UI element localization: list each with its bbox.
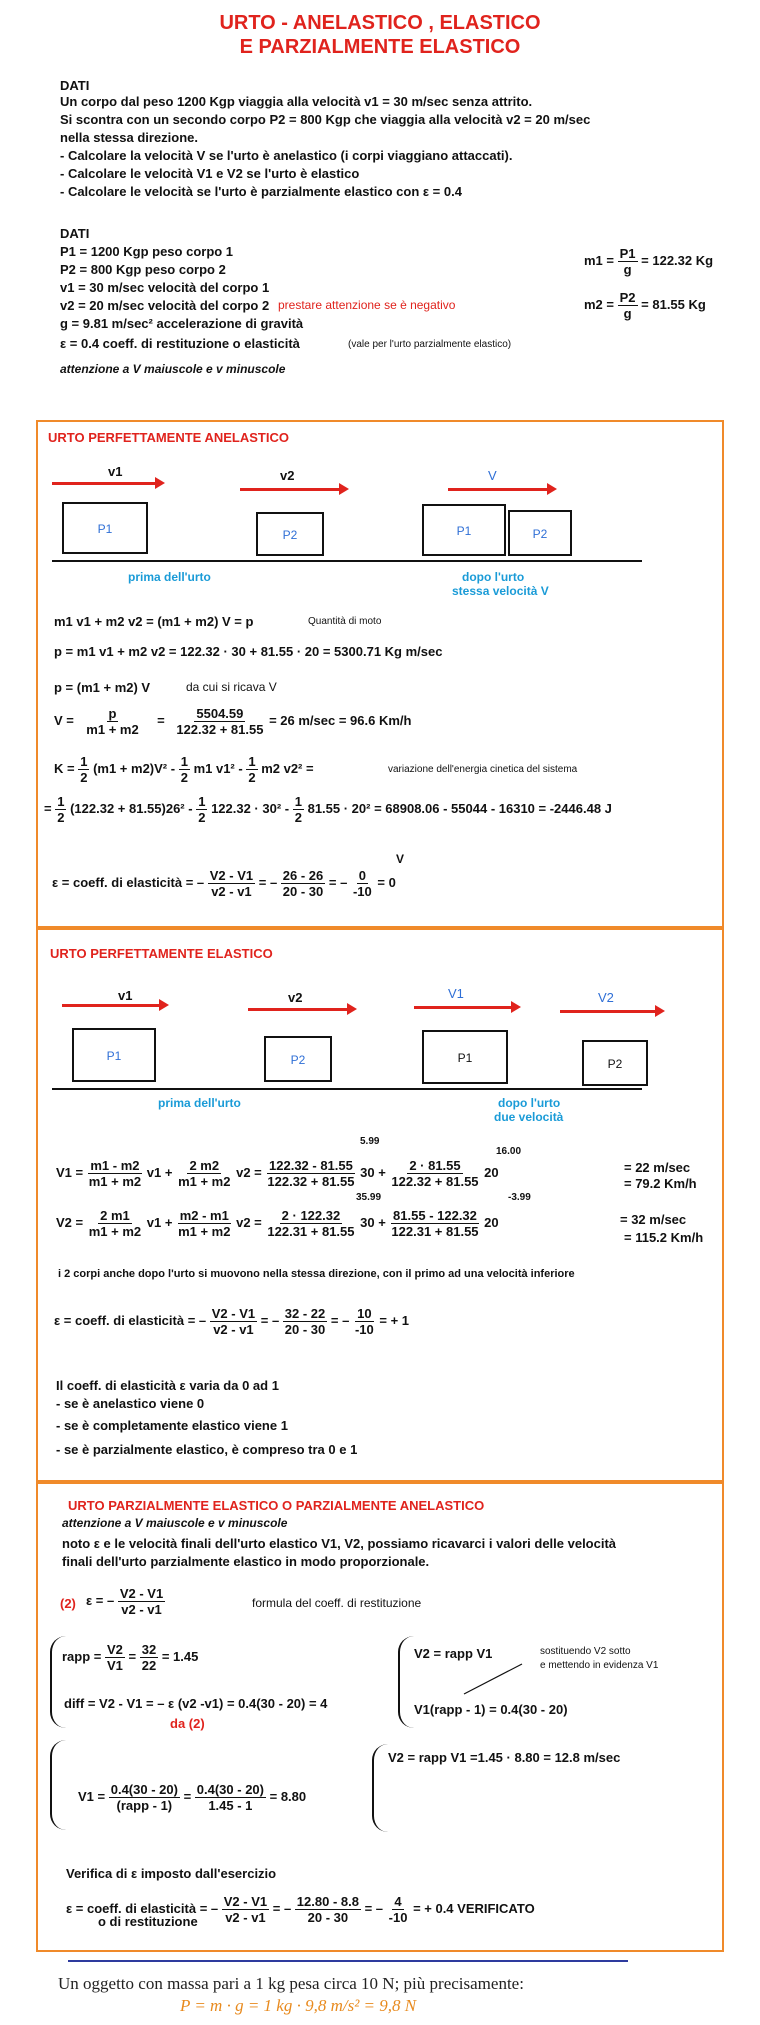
substitution-arrow <box>456 1660 526 1700</box>
section-anelastico <box>36 420 724 928</box>
body-p1: P1 <box>72 1028 156 1082</box>
velocity-arrow-v2 <box>240 488 340 491</box>
diff-source: da (2) <box>170 1716 205 1731</box>
section-title: URTO PERFETTAMENTE ANELASTICO <box>48 430 289 445</box>
ground-line <box>52 560 642 562</box>
intro-line: finali dell'urto parzialmente elastico in modo proporzionale. <box>62 1554 430 1569</box>
brace <box>398 1636 414 1728</box>
verify-formula: ε = coeff. di elasticità = – $\frac{V2 - V1}{v2 - v1}$ = – $\frac{12.80 - 8.8}{20 - 30}$ = – $\frac{4}{-10}$ = + 0.4 VERIFICATO <box>66 1894 535 1925</box>
momentum-note2: da cui si ricava V <box>186 680 277 694</box>
equation-number: (2) <box>60 1596 76 1611</box>
epsilon-anelastico: ε = coeff. di elasticità = – $\frac{V2 - V1}{v2 - v1}$ = – $\frac{26 - 26}{20 - 30}$ = – $\frac{0}{-10}$ = 0 <box>52 868 396 899</box>
substitution-note: sostituendo V2 sotto <box>540 1646 631 1657</box>
velocity-label: v1 <box>108 464 123 479</box>
velocity-label: V1 <box>448 986 464 1001</box>
small-value: 5.99 <box>360 1136 380 1147</box>
diff-formula: diff = V2 - V1 = – ε (v2 -v1) = 0.4(30 - 20) = 4 <box>64 1696 328 1711</box>
data-line: P2 = 800 Kgp peso corpo 2 <box>60 262 226 277</box>
V1-result: = 22 m/sec <box>624 1160 691 1175</box>
V-superscript: V <box>396 852 405 866</box>
V2-partial-result: V2 = rapp V1 =1.45 · 8.80 = 12.8 m/sec <box>388 1750 621 1765</box>
data-line: ε = 0.4 coeff. di restituzione o elasticità <box>60 336 300 351</box>
footer-line: Un oggetto con massa pari a 1 kg pesa circa 10 N; più precisamente: <box>58 1974 524 1993</box>
caption-after: stessa velocità V <box>452 584 549 598</box>
K-formula: K = $\frac{1}{2}$ (m1 + m2)V² - $\frac{1}{2}$ m1 v1² - $\frac{1}{2}$ m2 v2² = <box>54 754 314 785</box>
velocity-arrow-v2 <box>248 1008 348 1011</box>
page-title-line2: E PARZIALMENTE ELASTICO <box>239 36 521 58</box>
page-title-line1: URTO - ANELASTICO , ELASTICO <box>219 12 541 34</box>
ground-line <box>52 1088 642 1090</box>
momentum-eq2: p = (m1 + m2) V <box>54 680 151 695</box>
footer-divider <box>68 1960 628 1962</box>
V1-partial-formula: V1 = $\frac{0.4(30 - 20)}{\text{(rapp - 1)}}$ = $\frac{0.4(30 - 20)}{1.45 - 1}$ = 8.80 <box>78 1782 307 1813</box>
coeff-line: Il coeff. di elasticità ε varia da 0 ad 1 <box>56 1378 279 1393</box>
coeff-line: - se è anelastico viene 0 <box>56 1396 205 1411</box>
section-parziale <box>36 1482 724 1952</box>
m1-formula: m1 = $\frac{P1}{g}$ = 122.32 Kg <box>584 246 714 277</box>
velocity-label: v1 <box>118 988 133 1003</box>
section-title: URTO PARZIALMENTE ELASTICO O PARZIALMENTE ANELASTICO <box>68 1498 485 1513</box>
body-p2: P2 <box>264 1036 332 1082</box>
caption-before: prima dell'urto <box>158 1096 241 1110</box>
K-note: variazione dell'energia cinetica del sistema <box>388 764 578 775</box>
velocity-arrow-V2 <box>560 1010 656 1013</box>
problem-line: - Calcolare la velocità V se l'urto è anelastico (i corpi viaggiano attaccati). <box>60 148 513 163</box>
velocity-arrow-v1 <box>52 482 156 485</box>
body-p1: P1 <box>422 504 506 556</box>
small-value: -3.99 <box>508 1192 531 1203</box>
caption-before: prima dell'urto <box>128 570 211 584</box>
epsilon-elastico: ε = coeff. di elasticità = – $\frac{V2 - V1}{v2 - v1}$ = – $\frac{32 - 22}{20 - 30}$ = – $\frac{10}{-10}$ = + 1 <box>54 1306 410 1337</box>
velocity-label: V2 <box>598 990 614 1005</box>
caption-after: dopo l'urto <box>462 570 525 584</box>
V2-elastic-formula: V2 = $\frac{2 m1}{m1 + m2}$ v1 + $\frac{m2 - m1}{m1 + m2}$ v2 = $\frac{2 \cdot 122.32}{122.31 + 81.55}$ 30 + $\frac{81.55 - 122.32}{122.31 + 81.55}$ 20 <box>56 1208 499 1239</box>
rapp-formula: rapp = $\frac{V2}{V1}$ = $\frac{32}{22}$ = 1.45 <box>62 1642 199 1673</box>
brace <box>372 1744 388 1832</box>
K-calc: = $\frac{1}{2}$ (122.32 + 81.55)26² - $\frac{1}{2}$ 122.32 · 30² - $\frac{1}{2}$ 81.55 · 20² = 68908.06 - 55044 - 16310 = -2446.48 J <box>44 794 612 825</box>
verify-subtitle: o di restituzione <box>98 1914 198 1929</box>
substitution-line: V2 = rapp V1 <box>414 1646 493 1661</box>
problem-line: - Calcolare le velocità se l'urto è parzialmente elastico con ε = 0.4 <box>60 184 462 199</box>
dati-label: DATI <box>60 226 90 241</box>
problem-line: - Calcolare le velocità V1 e V2 se l'urto è elastico <box>60 166 360 181</box>
body-p1: P1 <box>422 1030 508 1084</box>
attention-note: attenzione a V maiuscole e v minuscole <box>60 362 286 376</box>
restitution-formula: ε = – $\frac{V2 - V1}{v2 - v1}$ <box>86 1586 164 1617</box>
velocity-arrow-V <box>448 488 548 491</box>
V1-result: = 79.2 Km/h <box>624 1176 697 1191</box>
body-p2: P2 <box>256 512 324 556</box>
V1-elastic-formula: V1 = $\frac{m1 - m2}{m1 + m2}$ v1 + $\frac{2 m2}{m1 + m2}$ v2 = $\frac{122.32 - 81.55}{122.32 + 81.55}$ 30 + $\frac{2 \cdot 81.55}{122.32 + 81.55}$ 20 <box>56 1158 499 1189</box>
section-title: URTO PERFETTAMENTE ELASTICO <box>50 946 273 961</box>
momentum-calc: p = m1 v1 + m2 v2 = 122.32 · 30 + 81.55 · 20 = 5300.71 Kg m/sec <box>54 644 443 659</box>
coeff-line: - se è parzialmente elastico, è compreso tra 0 e 1 <box>56 1442 358 1457</box>
data-note: (vale per l'urto parzialmente elastico) <box>348 339 512 350</box>
body-p2: P2 <box>508 510 572 556</box>
caption-after: dopo l'urto <box>498 1096 561 1110</box>
verify-title: Verifica di ε imposto dall'esercizio <box>66 1866 277 1881</box>
brace <box>50 1740 66 1830</box>
elastic-note: i 2 corpi anche dopo l'urto si muovono nella stessa direzione, con il primo ad una velocità inferiore <box>58 1268 575 1280</box>
V-formula: V = $\frac{p}{m1 + m2}$ = $\frac{5504.59}{122.32 + 81.55}$ = 26 m/sec = 96.6 Km/h <box>54 706 412 737</box>
velocity-arrow-V1 <box>414 1006 512 1009</box>
body-p2: P2 <box>582 1040 648 1086</box>
data-line: P1 = 1200 Kgp peso corpo 1 <box>60 244 234 259</box>
problem-line: Un corpo dal peso 1200 Kgp viaggia alla velocità v1 = 30 m/sec senza attrito. <box>60 94 533 109</box>
velocity-arrow-v1 <box>62 1004 160 1007</box>
m2-formula: m2 = $\frac{P2}{g}$ = 81.55 Kg <box>584 290 706 321</box>
V2-result: = 32 m/sec <box>620 1212 687 1227</box>
substitution-line: V1(rapp - 1) = 0.4(30 - 20) <box>414 1702 568 1717</box>
velocity-label: v2 <box>288 990 303 1005</box>
problem-line: nella stessa direzione. <box>60 130 199 145</box>
warning-note: prestare attenzione se è negativo <box>278 298 456 312</box>
problem-line: Si scontra con un secondo corpo P2 = 800 Kgp che viaggia alla velocità v2 = 20 m/sec <box>60 112 591 127</box>
data-line: g = 9.81 m/sec² accelerazione di gravità <box>60 316 304 331</box>
footer-formula: P = m · g = 1 kg · 9,8 m/s² = 9,8 N <box>180 1996 417 2015</box>
V2-result: = 115.2 Km/h <box>624 1230 704 1245</box>
body-p1: P1 <box>62 502 148 554</box>
data-line: v2 = 20 m/sec velocità del corpo 2 <box>60 298 270 313</box>
velocity-label: V <box>488 468 497 483</box>
coeff-line: - se è completamente elastico viene 1 <box>56 1418 288 1433</box>
restitution-note: formula del coeff. di restituzione <box>252 1596 422 1610</box>
data-line: v1 = 30 m/sec velocità del corpo 1 <box>60 280 270 295</box>
dati-label: DATI <box>60 78 90 93</box>
small-value: 16.00 <box>496 1146 522 1157</box>
momentum-note: Quantità di moto <box>308 616 382 627</box>
momentum-eq: m1 v1 + m2 v2 = (m1 + m2) V = p <box>54 614 254 629</box>
small-value: 35.99 <box>356 1192 382 1203</box>
substitution-note: e mettendo in evidenza V1 <box>540 1660 659 1671</box>
velocity-label: v2 <box>280 468 295 483</box>
caption-after: due velocità <box>494 1110 564 1124</box>
intro-line: noto ε e le velocità finali dell'urto elastico V1, V2, possiamo ricavarci i valori delle velocità <box>62 1536 617 1551</box>
attention-note: attenzione a V maiuscole e v minuscole <box>62 1516 288 1530</box>
